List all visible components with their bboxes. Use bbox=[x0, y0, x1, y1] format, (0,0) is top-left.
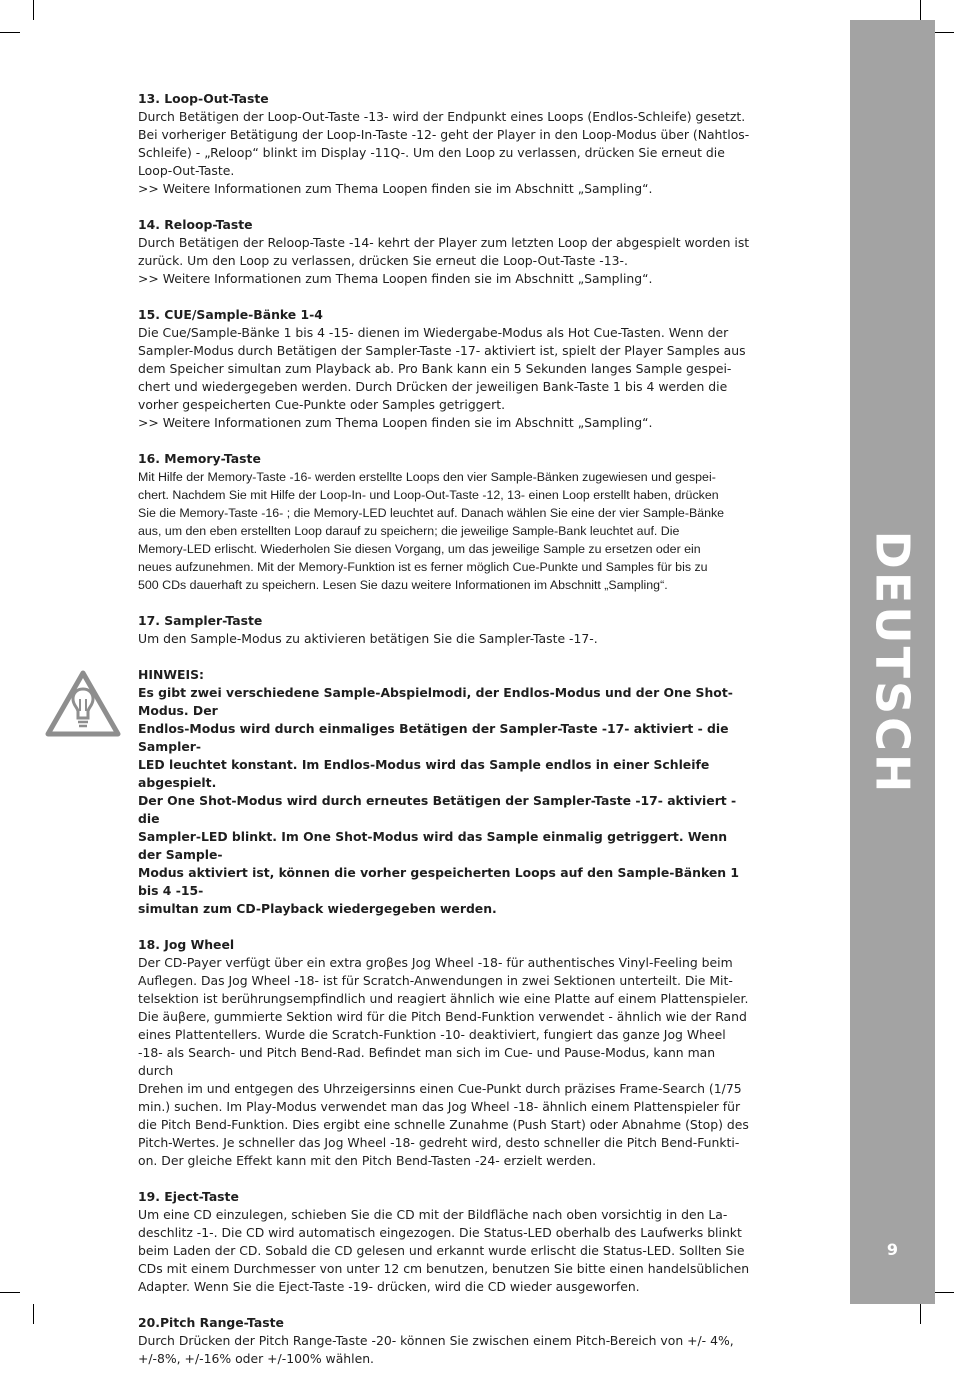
text-line: >> Weitere Informationen zum Thema Loopen finden sie im Abschnitt „Sampling“. bbox=[138, 181, 653, 196]
crop-mark bbox=[934, 1292, 954, 1293]
section-heading: 17. Sampler-Taste bbox=[138, 613, 263, 628]
text-line: Die Cue/Sample-Bänke 1 bis 4 -15- dienen im Wiedergabe-Modus als Hot Cue-Tasten. Wenn der bbox=[138, 325, 729, 340]
language-tab bbox=[850, 530, 935, 795]
section-heading: 15. CUE/Sample-Bänke 1-4 bbox=[138, 307, 323, 322]
section-heading: 19. Eject-Taste bbox=[138, 1189, 239, 1204]
section-heading: 13. Loop-Out-Taste bbox=[138, 91, 269, 106]
text-line: neues aufzunehmen. Mit der Memory-Funktion ist es ferner möglich Cue-Punkte und Samples für bis zu bbox=[138, 560, 708, 574]
note-line: Sampler-LED blinkt. Im One Shot-Modus wird das Sample einmalig getriggert. Wenn der Sample- bbox=[138, 829, 728, 862]
text-line: -18- als Search- und Pitch Bend-Rad. Befindet man sich im Cue- und Pause-Modus, kann man durch bbox=[138, 1045, 716, 1078]
text-line: deschlitz -1-. Die CD wird automatisch eingezogen. Die Status-LED oberhalb des Laufwerks blinkt bbox=[138, 1225, 742, 1240]
text-line: zurück. Um den Loop zu verlassen, drücken Sie erneut die Loop-Out-Taste -13-. bbox=[138, 253, 628, 268]
text-line: Pitch-Wertes. Je schneller das Jog Wheel -18- gedreht wird, desto schneller die Pitch Bend-Funkti- bbox=[138, 1135, 740, 1150]
text-line: Durch Drücken der Pitch Range-Taste -20- können Sie zwischen einem Pitch-Bereich von +/- 4%, bbox=[138, 1333, 734, 1348]
text-line: die Pitch Bend-Funktion. Dies ergibt eine schnelle Zunahme (Push Start) oder Abnahme (Stop) des bbox=[138, 1117, 749, 1132]
text-line: Auflegen. Das Jog Wheel -18- ist für Scratch-Anwendungen in zwei Sektionen unterteilt. Die Mit- bbox=[138, 973, 733, 988]
text-line: Mit Hilfe der Memory-Taste -16- werden erstellte Loops den vier Sample-Bänken zugewiesen und gespei- bbox=[138, 470, 716, 484]
warning-icon bbox=[45, 670, 121, 738]
section-heading: 18. Jog Wheel bbox=[138, 937, 235, 952]
text-line: +/-8%, +/-16% oder +/-100% wählen. bbox=[138, 1351, 374, 1366]
section-eject bbox=[138, 1188, 754, 1296]
text-line: Der CD-Payer verfügt über ein extra groβes Jog Wheel -18- für authentisches Vinyl-Feeling beim bbox=[138, 955, 733, 970]
language-title: DEUTSCH bbox=[865, 530, 920, 795]
crop-mark bbox=[920, 0, 921, 20]
text-line: Adapter. Wenn Sie die Eject-Taste -19- drücken, wird die CD wieder ausgeworfen. bbox=[138, 1279, 640, 1294]
text-line: Schleife) - „Reloop“ blinkt im Display -11Q-. Um den Loop zu verlassen, drücken Sie erneut die bbox=[138, 145, 725, 160]
note-heading: HINWEIS: bbox=[138, 667, 204, 682]
text-line: 500 CDs dauerhaft zu speichern. Lesen Sie dazu weitere Informationen im Abschnitt „Sampling“. bbox=[138, 578, 668, 592]
crop-mark bbox=[33, 0, 34, 20]
text-line: Die äuβere, gummierte Sektion wird für die Pitch Bend-Funktion verwendet - ähnlich wie der Rand bbox=[138, 1009, 747, 1024]
note-line: LED leuchtet konstant. Im Endlos-Modus wird das Sample endlos in einer Schleife abgespielt. bbox=[138, 757, 710, 790]
note-line: Endlos-Modus wird durch einmaliges Betätigen der Sampler-Taste -17- aktiviert - die Sampler- bbox=[138, 721, 729, 754]
note-line: simultan zum CD-Playback wiedergegeben werden. bbox=[138, 901, 497, 916]
section-note bbox=[138, 666, 754, 918]
text-line: aus, um den eben erstellten Loop darauf zu speichern; die jeweilige Sample-Bank leuchtet auf. Die bbox=[138, 524, 680, 538]
text-line: Drehen im und entgegen des Uhrzeigersinns einen Cue-Punkt durch präzises Frame-Search (1/75 bbox=[138, 1081, 742, 1096]
section-jog-wheel bbox=[138, 936, 754, 1170]
crop-mark bbox=[934, 32, 954, 33]
text-line: Durch Betätigen der Reloop-Taste -14- kehrt der Player zum letzten Loop der abgespielt worden ist bbox=[138, 235, 750, 250]
text-line: chert und wiedergegeben werden. Durch Drücken der jeweiligen Bank-Taste 1 bis 4 werden die bbox=[138, 379, 728, 394]
text-line: chert. Nachdem Sie mit Hilfe der Loop-In- und Loop-Out-Taste -12, 13- einen Loop erstellt haben, drücken bbox=[138, 488, 719, 502]
text-line: min.) suchen. Im Play-Modus verwendet man das Jog Wheel -18- ähnlich einem Plattenspieler für bbox=[138, 1099, 741, 1114]
text-line: Sampler-Modus durch Betätigen der Sampler-Taste -17- aktiviert ist, spielt der Player Samples aus bbox=[138, 343, 746, 358]
section-reloop bbox=[138, 216, 754, 288]
page-number: 9 bbox=[886, 1240, 899, 1259]
text-line: Durch Betätigen der Loop-Out-Taste -13- wird der Endpunkt eines Loops (Endlos-Schleife) gesetzt. bbox=[138, 109, 746, 124]
text-line: >> Weitere Informationen zum Thema Loopen finden sie im Abschnitt „Sampling“. bbox=[138, 271, 653, 286]
section-heading: 16. Memory-Taste bbox=[138, 451, 261, 466]
section-cue-sample-banks bbox=[138, 306, 754, 432]
section-loop-out bbox=[138, 90, 754, 198]
text-line: Loop-Out-Taste. bbox=[138, 163, 235, 178]
section-memory bbox=[138, 450, 754, 594]
section-sampler bbox=[138, 612, 754, 648]
crop-mark bbox=[33, 1304, 34, 1324]
section-heading: 20.Pitch Range-Taste bbox=[138, 1315, 284, 1330]
document-body bbox=[138, 90, 754, 1386]
text-line: on. Der gleiche Effekt kann mit den Pitch Bend-Tasten -24- erzielt werden. bbox=[138, 1153, 597, 1168]
text-line: >> Weitere Informationen zum Thema Loopen finden sie im Abschnitt „Sampling“. bbox=[138, 415, 653, 430]
text-line: eines Plattentellers. Wurde die Scratch-Funktion -10- deaktiviert, fungiert das ganze Jog Wheel bbox=[138, 1027, 726, 1042]
note-line: Es gibt zwei verschiedene Sample-Abspielmodi, der Endlos-Modus und der One Shot-Modus. Der bbox=[138, 685, 733, 718]
text-line: Memory-LED erlischt. Wiederholen Sie diesen Vorgang, um das jeweilige Sample zu ersetzen oder ein bbox=[138, 542, 701, 556]
section-pitch-range bbox=[138, 1314, 754, 1368]
text-line: telsektion ist berührungsempfindlich und reagiert ähnlich wie eine Platte auf einem Plattenspieler. bbox=[138, 991, 749, 1006]
crop-mark bbox=[0, 32, 20, 33]
text-line: Um eine CD einzulegen, schieben Sie die CD mit der Bildfläche nach oben vorsichtig in den La- bbox=[138, 1207, 728, 1222]
crop-mark bbox=[0, 1292, 20, 1293]
text-line: vorher gespeicherten Cue-Punkte oder Samples getriggert. bbox=[138, 397, 506, 412]
text-line: Bei vorheriger Betätigung der Loop-In-Taste -12- geht der Player in den Loop-Modus über (Nahtlos- bbox=[138, 127, 750, 142]
section-heading: 14. Reloop-Taste bbox=[138, 217, 253, 232]
crop-mark bbox=[920, 1304, 921, 1324]
note-line: Der One Shot-Modus wird durch erneutes Betätigen der Sampler-Taste -17- aktiviert - die bbox=[138, 793, 737, 826]
text-line: Sie die Memory-Taste -16- ; die Memory-LED leuchtet auf. Danach wählen Sie eine der vier Sample-Bänke bbox=[138, 506, 725, 520]
text-line: CDs mit einem Durchmesser von unter 12 cm benutzen, benutzen Sie bitte einen handelsüblichen bbox=[138, 1261, 750, 1276]
text-line: dem Speicher simultan zum Playback ab. Pro Bank kann ein 5 Sekunden langes Sample gespei- bbox=[138, 361, 732, 376]
text-line: beim Laden der CD. Sobald die CD gelesen und erkannt wurde erlischt die Status-LED. Sollten Sie bbox=[138, 1243, 745, 1258]
note-line: Modus aktiviert ist, können die vorher gespeicherten Loops auf den Sample-Bänken 1 bis 4 -15- bbox=[138, 865, 740, 898]
text-line: Um den Sample-Modus zu aktivieren betätigen Sie die Sampler-Taste -17-. bbox=[138, 631, 598, 646]
